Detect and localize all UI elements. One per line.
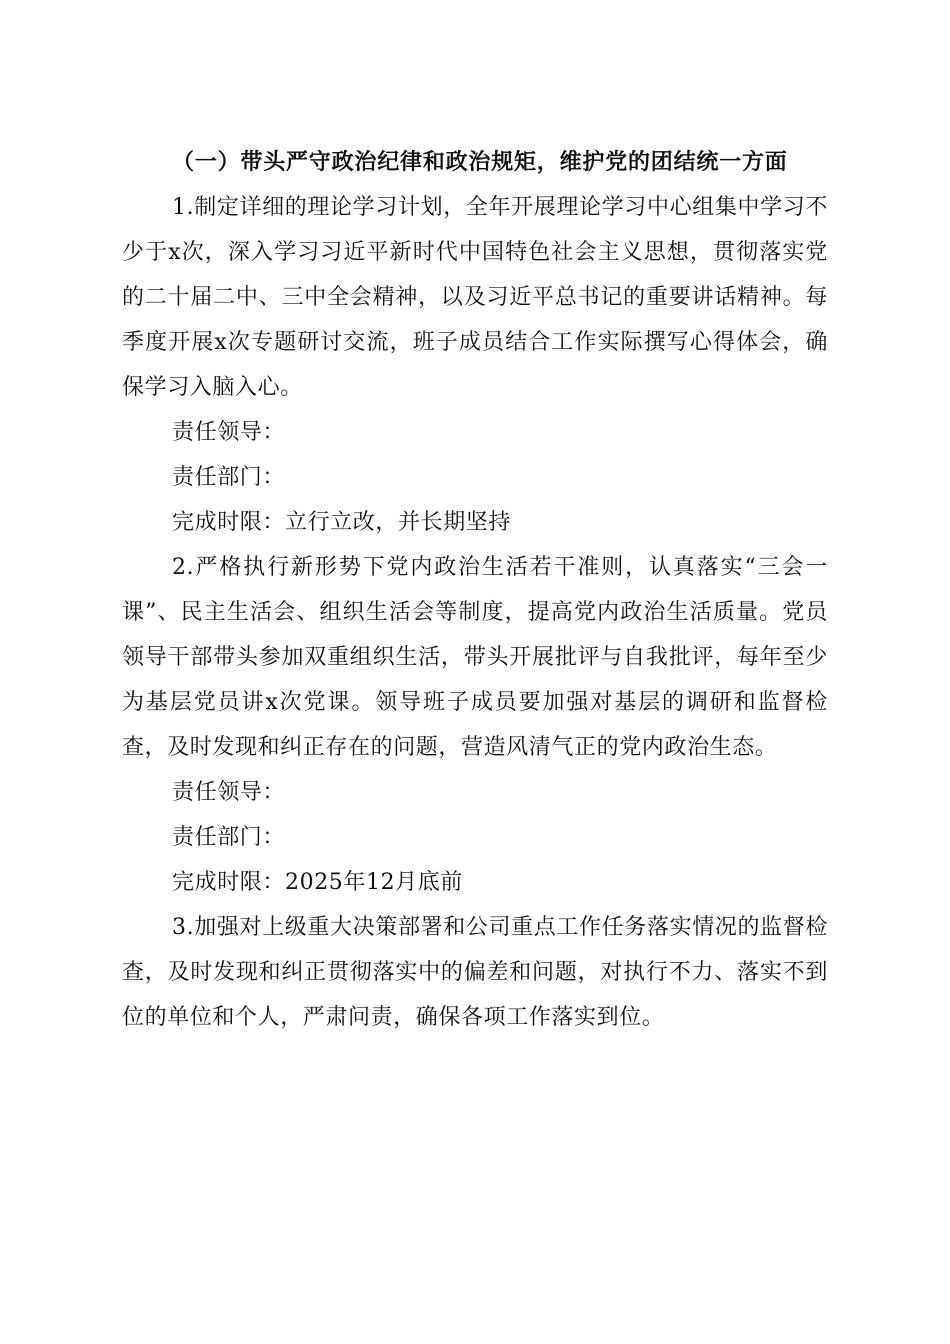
item-1-leader: 责任领导： — [172, 420, 286, 445]
item-2-department: 责任部门： — [172, 825, 286, 850]
item-1-text: 1.制定详细的理论学习计划，全年开展理论学习中心组集中学习不少于x次，深入学习习近平新时代中国特色社会主义思想，贯彻落实党的二十届二中、三中全会精神，以及习近平总书记的重要讲话精神。每季度开展x次专题研讨交流，班子成员结合工作实际撰写心得体会，确保学习入脑入心。 — [122, 195, 828, 400]
item-2-leader: 责任领导： — [172, 780, 286, 805]
document-body — [122, 140, 828, 1040]
item-1-deadline: 完成时限：立行立改，并长期坚持 — [172, 510, 512, 535]
item-2-deadline: 完成时限：2025年12月底前 — [172, 870, 463, 895]
item-1-department: 责任部门： — [172, 465, 286, 490]
item-2-text: 2.严格执行新形势下党内政治生活若干准则，认真落实“三会一课”、民主生活会、组织生活会等制度，提高党内政治生活质量。党员领导干部带头参加双重组织生活，带头开展批评与自我批评，每年至少为基层党员讲x次党课。领导班子成员要加强对基层的调研和监督检查，及时发现和纠正存在的问题，营造风清气正的党内政治生态。 — [122, 555, 828, 760]
section-heading: （一）带头严守政治纪律和政治规矩，维护党的团结统一方面 — [172, 149, 788, 175]
item-3-text: 3.加强对上级重大决策部署和公司重点工作任务落实情况的监督检查，及时发现和纠正贯彻落实中的偏差和问题，对执行不力、落实不到位的单位和个人，严肃问责，确保各项工作落实到位。 — [122, 915, 828, 1030]
